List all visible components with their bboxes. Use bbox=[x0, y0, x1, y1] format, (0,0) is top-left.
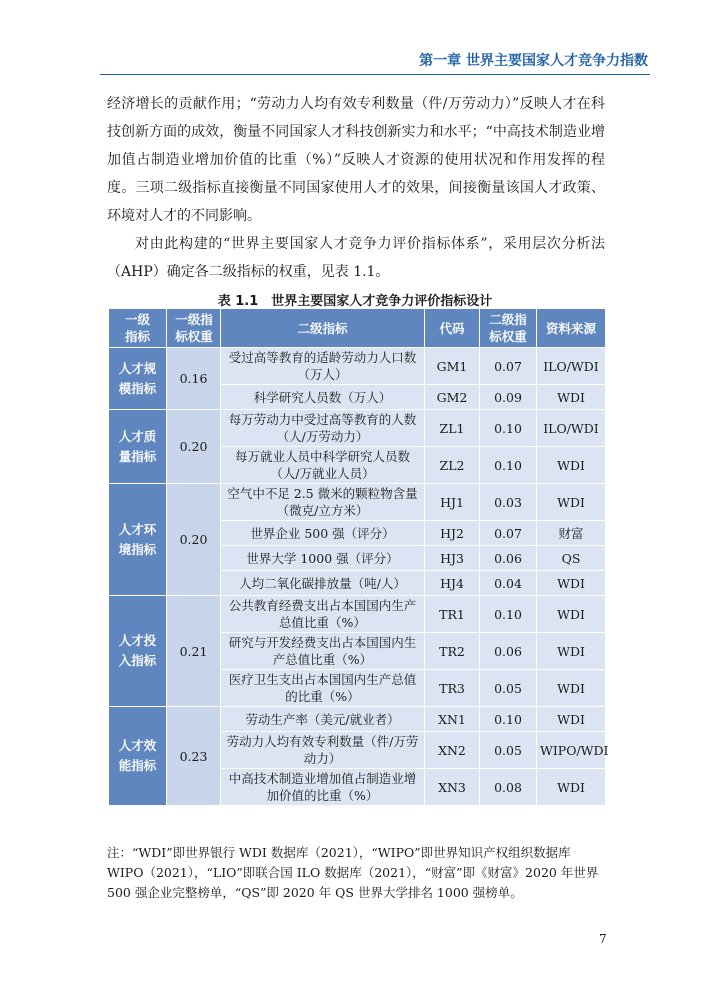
header-level2: 二级指标 bbox=[221, 309, 425, 348]
indicator-code: HJ2 bbox=[425, 521, 480, 546]
header-code: 代码 bbox=[425, 309, 480, 348]
level2-weight: 0.07 bbox=[480, 521, 537, 546]
level1-indicator: 人才投入指标 bbox=[109, 596, 167, 707]
level2-weight: 0.10 bbox=[480, 707, 537, 732]
table-row bbox=[109, 348, 606, 385]
data-source: WDI bbox=[537, 484, 606, 521]
data-source: ILO/WDI bbox=[537, 410, 606, 447]
indicator-code: XN1 bbox=[425, 707, 480, 732]
page-number: 7 bbox=[599, 932, 607, 946]
level2-indicator: 劳动力人均有效专利数量（件/万劳动力） bbox=[221, 732, 425, 769]
data-source: WDI bbox=[537, 707, 606, 732]
table-row bbox=[109, 410, 606, 447]
level1-indicator: 人才规模指标 bbox=[109, 348, 167, 410]
indicator-code: GM1 bbox=[425, 348, 480, 385]
data-source: WDI bbox=[537, 633, 606, 670]
header-level2-weight: 二级指标权重 bbox=[480, 309, 537, 348]
level1-indicator: 人才质量指标 bbox=[109, 410, 167, 484]
table-row bbox=[109, 596, 606, 633]
level2-indicator: 每万就业人员中科学研究人员数（人/万就业人员） bbox=[221, 447, 425, 484]
body-paragraph-1: 经济增长的贡献作用；“劳动力人均有效专利数量（件/万劳动力）”反映人才在科技创新方面的成效，衡量不同国家人才科技创新实力和水平；“中高技术制造业增加值占制造业增加价值的比重（%）”反映人才资源的使用状况和作用发挥的程度。三项二级指标直接衡量不同国家使用人才的效果，间接衡量该国人才政策、环境对人才的不同影响。 bbox=[107, 96, 605, 224]
level2-weight: 0.10 bbox=[480, 410, 537, 447]
level2-indicator: 空气中不足 2.5 微米的颗粒物含量（微克/立方米） bbox=[221, 484, 425, 521]
header-level1-weight: 一级指标权重 bbox=[167, 309, 221, 348]
table-note: 注：“WDI”即世界银行 WDI 数据库（2021），“WIPO”即世界知识产权组织数据库 WIPO（2021），“LIO”即联合国 ILO 数据库（2021），“财富”即《财富》2020 年世界 500 强企业完整榜单，“QS”即 2020 年 QS 世界大学排名 1000 强榜单。 bbox=[107, 845, 599, 900]
data-source: WIPO/WDI bbox=[537, 732, 606, 769]
data-source: WDI bbox=[537, 571, 606, 596]
indicator-code: HJ4 bbox=[425, 571, 480, 596]
level1-indicator: 人才效能指标 bbox=[109, 707, 167, 806]
level1-weight: 0.21 bbox=[167, 596, 221, 707]
indicator-code: GM2 bbox=[425, 385, 480, 410]
indicator-code: TR2 bbox=[425, 633, 480, 670]
level2-weight: 0.04 bbox=[480, 571, 537, 596]
table-header-row bbox=[109, 309, 606, 348]
level2-indicator: 世界大学 1000 强（评分） bbox=[221, 546, 425, 571]
level2-indicator: 每万劳动力中受过高等教育的人数（人/万劳动力） bbox=[221, 410, 425, 447]
indicator-code: ZL2 bbox=[425, 447, 480, 484]
level2-weight: 0.07 bbox=[480, 348, 537, 385]
data-source: ILO/WDI bbox=[537, 348, 606, 385]
table-title: 表 1.1 世界主要国家人才竞争力评价指标设计 bbox=[217, 294, 493, 309]
level2-indicator: 医疗卫生支出占本国国内生产总值的比重（%） bbox=[221, 670, 425, 707]
level2-weight: 0.06 bbox=[480, 546, 537, 571]
indicator-code: TR3 bbox=[425, 670, 480, 707]
level2-indicator: 科学研究人员数（万人） bbox=[221, 385, 425, 410]
data-source: WDI bbox=[537, 769, 606, 806]
level2-indicator: 中高技术制造业增加值占制造业增加价值的比重（%） bbox=[221, 769, 425, 806]
level2-weight: 0.10 bbox=[480, 596, 537, 633]
data-source: WDI bbox=[537, 447, 606, 484]
level2-indicator: 劳动生产率（美元/就业者） bbox=[221, 707, 425, 732]
level1-weight: 0.20 bbox=[167, 410, 221, 484]
running-head: 第一章 世界主要国家人才竞争力指数 bbox=[419, 53, 648, 69]
level2-indicator: 公共教育经费支出占本国国内生产总值比重（%） bbox=[221, 596, 425, 633]
level1-indicator: 人才环境指标 bbox=[109, 484, 167, 596]
data-source: QS bbox=[537, 546, 606, 571]
level1-weight: 0.20 bbox=[167, 484, 221, 596]
level2-weight: 0.03 bbox=[480, 484, 537, 521]
indicator-code: ZL1 bbox=[425, 410, 480, 447]
body-paragraph-2: 对由此构建的“世界主要国家人才竞争力评价指标体系”，采用层次分析法（AHP）确定各二级指标的权重，见表 1.1。 bbox=[107, 236, 605, 280]
level2-weight: 0.08 bbox=[480, 769, 537, 806]
level2-indicator: 世界企业 500 强（评分） bbox=[221, 521, 425, 546]
header-rule bbox=[100, 74, 650, 75]
indicator-code: XN3 bbox=[425, 769, 480, 806]
data-source: WDI bbox=[537, 670, 606, 707]
indicator-code: XN2 bbox=[425, 732, 480, 769]
indicator-code: TR1 bbox=[425, 596, 480, 633]
indicator-table bbox=[108, 308, 609, 806]
level1-weight: 0.16 bbox=[167, 348, 221, 410]
level2-weight: 0.06 bbox=[480, 633, 537, 670]
data-source: 财富 bbox=[537, 521, 606, 546]
table-row bbox=[109, 707, 606, 732]
indicator-code: HJ3 bbox=[425, 546, 480, 571]
level2-weight: 0.05 bbox=[480, 732, 537, 769]
header-source: 资料来源 bbox=[537, 309, 606, 348]
level2-indicator: 人均二氧化碳排放量（吨/人） bbox=[221, 571, 425, 596]
level1-weight: 0.23 bbox=[167, 707, 221, 806]
header-level1: 一级指标 bbox=[109, 309, 167, 348]
level2-indicator: 研究与开发经费支出占本国国内生产总值比重（%） bbox=[221, 633, 425, 670]
level2-weight: 0.09 bbox=[480, 385, 537, 410]
level2-weight: 0.10 bbox=[480, 447, 537, 484]
data-source: WDI bbox=[537, 596, 606, 633]
table-row bbox=[109, 484, 606, 521]
indicator-code: HJ1 bbox=[425, 484, 480, 521]
level2-weight: 0.05 bbox=[480, 670, 537, 707]
level2-indicator: 受过高等教育的适龄劳动力人口数（万人） bbox=[221, 348, 425, 385]
data-source: WDI bbox=[537, 385, 606, 410]
